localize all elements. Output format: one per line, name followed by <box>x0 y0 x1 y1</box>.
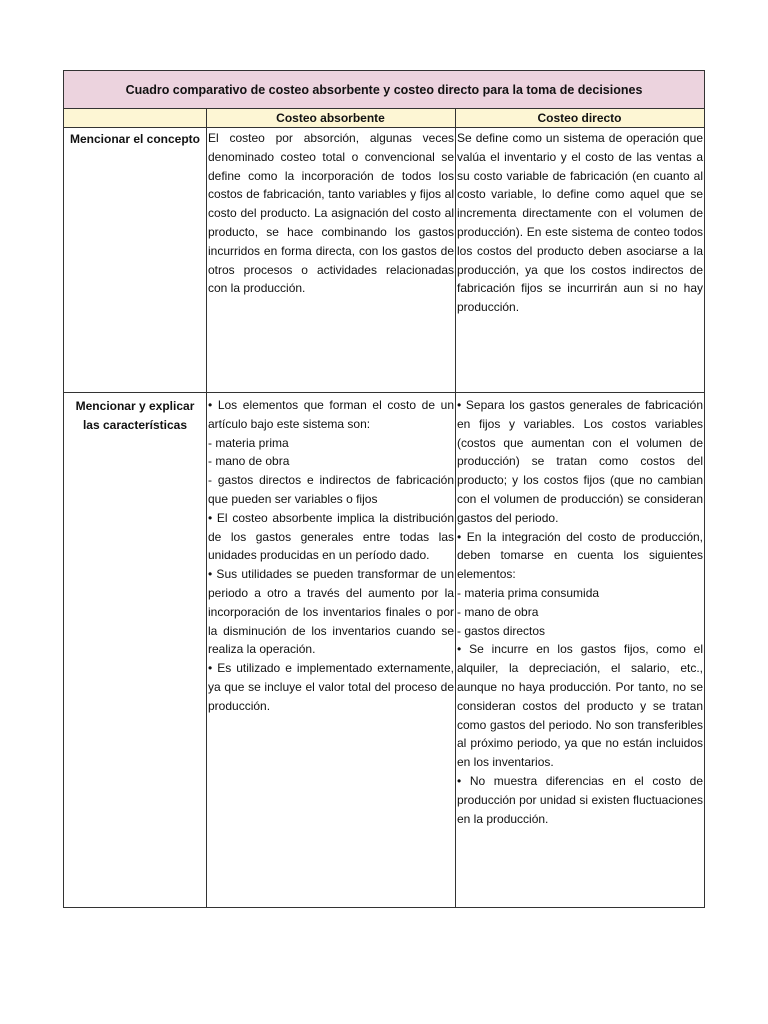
cell-concepto-directo <box>455 128 704 317</box>
cell-caracteristicas-directo <box>455 395 704 828</box>
list-item: - gastos directos <box>457 623 546 638</box>
table-title: Cuadro comparativo de costeo absorbente y costeo directo para la toma de decisiones <box>64 71 704 109</box>
list-item: • Separa los gastos generales de fabricación en fijos y variables. Los costos variables (costos que aumentan con el volumen de producción) se tratan como costos del producto; y los costos fijos (que no cambian con el volumen de producción) se consideran gastos del periodo. <box>457 398 703 525</box>
list-item: • Los elementos que forman el costo de un artículo bajo este sistema son: <box>208 398 454 431</box>
cell-caracteristicas-absorbente <box>206 395 455 716</box>
list-item: - gastos directos e indirectos de fabricación que pueden ser variables o fijos <box>208 473 454 506</box>
list-item: - mano de obra <box>208 454 290 469</box>
header-empty <box>64 109 206 128</box>
list-item: - materia prima consumida <box>457 585 600 600</box>
header-costeo-absorbente: Costeo absorbente <box>206 109 455 128</box>
paragraph: Se define como un sistema de operación que valúa el inventario y el costo de las ventas a su costo variable de fabricación (en cuanto al costo variable, lo define como aquel que se incrementa directamente con el volumen de producción). En este sistema de conteo todos los costos del producto deben asociarse a la producción, ya que los costos indirectos de fabricación fijos se incurrirán aun si no hay producción. <box>457 131 703 315</box>
row-label-concepto: Mencionar el concepto <box>69 132 201 146</box>
list-item: - materia prima <box>208 435 289 450</box>
list-item: • Es utilizado e implementado externamente, ya que se incluye el valor total del proceso de producción. <box>208 661 454 713</box>
paragraph: El costeo por absorción, algunas veces denominado costeo total o convencional se define como la incorporación de todos los costos de fabricación, tanto variables y fijos al costo del producto. La asignación del costo al producto, se hace combinando los gastos incurridos en forma directa, con los gastos de otros procesos o actividades relacionadas con la producción. <box>208 131 454 296</box>
list-item: • No muestra diferencias en el costo de producción por unidad si existen fluctuaciones en la producción. <box>457 773 703 826</box>
list-item: • Sus utilidades se pueden transformar de un periodo a otro a través del aumento por la incorporación de los inventarios finales o por la disminución de los inventarios cuando se realiza la operación. <box>208 567 454 657</box>
cell-concepto-absorbente <box>206 128 455 298</box>
list-item: • El costeo absorbente implica la distribución de los gastos generales entre todas las unidades producidas en un período dado. <box>208 510 454 563</box>
row-divider <box>64 392 704 393</box>
list-item: - mano de obra <box>457 604 539 619</box>
header-costeo-directo: Costeo directo <box>455 109 704 128</box>
comparison-table <box>63 70 705 908</box>
row-label-caracteristicas: Mencionar y explicar las características <box>75 399 195 432</box>
list-item: • En la integración del costo de producción, deben tomarse en cuenta los siguientes elementos: <box>457 529 703 582</box>
list-item: • Se incurre en los gastos fijos, como el alquiler, la depreciación, el salario, etc., aunque no haya producción. Por tanto, no se consideran costos del producto y se tratan como gastos del periodo. No son transferibles al próximo periodo, ya que no están incluidos en los inventarios. <box>457 642 703 770</box>
